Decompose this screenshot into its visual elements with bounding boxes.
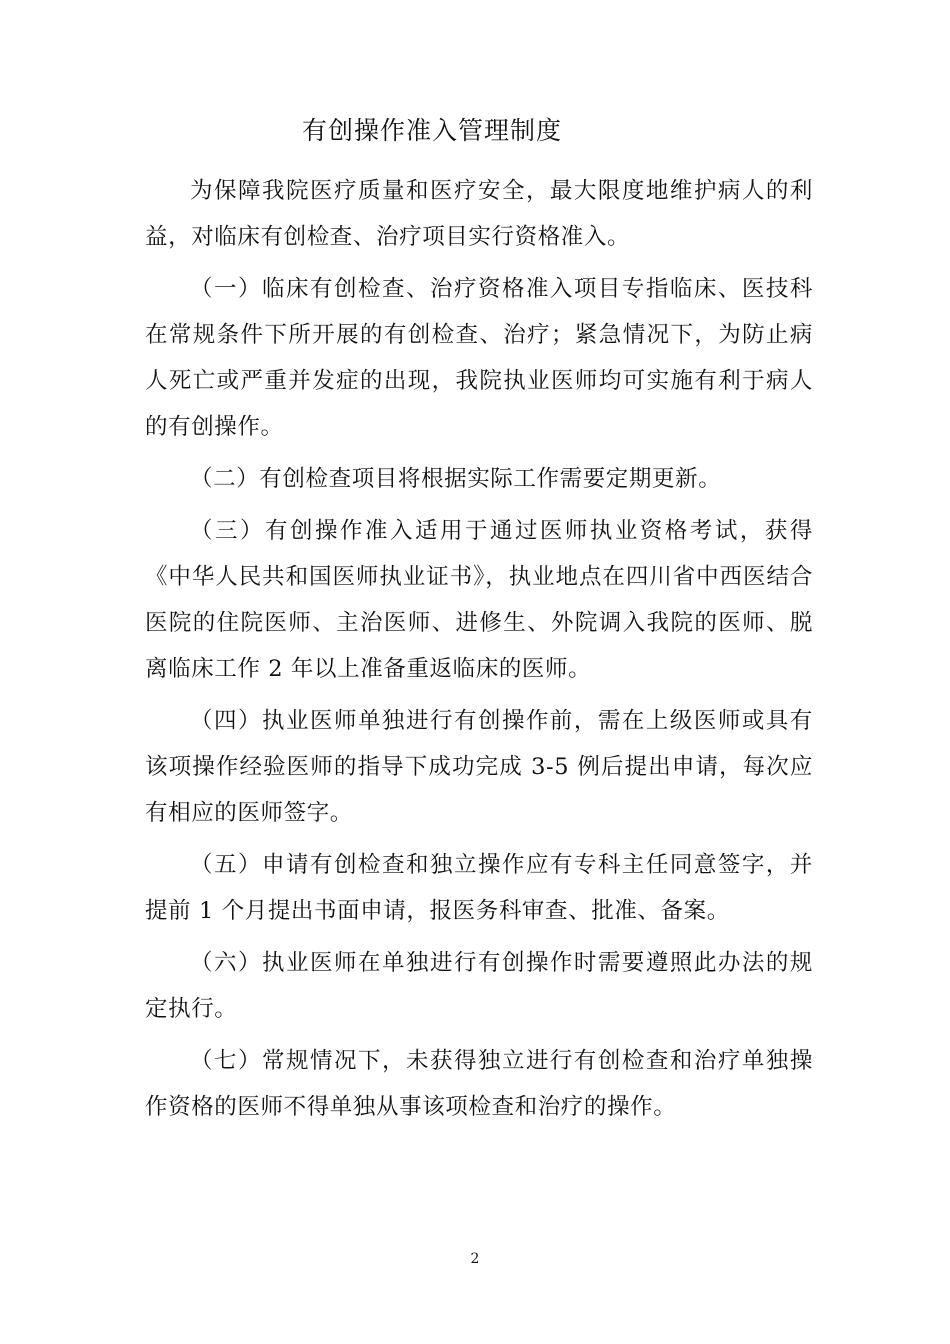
document-body — [145, 168, 813, 1132]
paragraph-item-3: （三）有创操作准入适用于通过医师执业资格考试，获得《中华人民共和国医师执业证书》，执业地点在四川省中西医结合医院的住院医师、主治医师、进修生、外院调入我院的医师、脱离临床工作 2 年以上准备重返临床的医师。 — [145, 518, 813, 682]
paragraph-intro: 为保障我院医疗质量和医疗安全，最大限度地维护病人的利益，对临床有创检查、治疗项目实行资格准入。 — [145, 178, 813, 250]
paragraph-item-2: （二）有创检查项目将根据实际工作需要定期更新。 — [190, 466, 722, 492]
document-title: 有创操作准入管理制度 — [301, 116, 562, 145]
paragraph-item-6: （六）执业医师在单独进行有创操作时需要遵照此办法的规定执行。 — [145, 950, 813, 1022]
paragraph-item-4: （四）执业医师单独进行有创操作前，需在上级医师或具有该项操作经验医师的指导下成功完成 3-5 例后提出申请，每次应有相应的医师签字。 — [145, 708, 813, 826]
paragraph-item-5: （五）申请有创检查和独立操作应有专科主任同意签字，并提前 1 个月提出书面申请，报医务科审查、批准、备案。 — [145, 852, 813, 924]
page-number: 2 — [470, 1251, 480, 1267]
paragraph-item-7: （七）常规情况下，未获得独立进行有创检查和治疗单独操作资格的医师不得单独从事该项检查和治疗的操作。 — [145, 1048, 813, 1120]
paragraph-item-1: （一）临床有创检查、治疗资格准入项目专指临床、医技科在常规条件下所开展的有创检查、治疗；紧急情况下，为防止病人死亡或严重并发症的出现，我院执业医师均可实施有利于病人的有创操作。 — [145, 276, 813, 440]
